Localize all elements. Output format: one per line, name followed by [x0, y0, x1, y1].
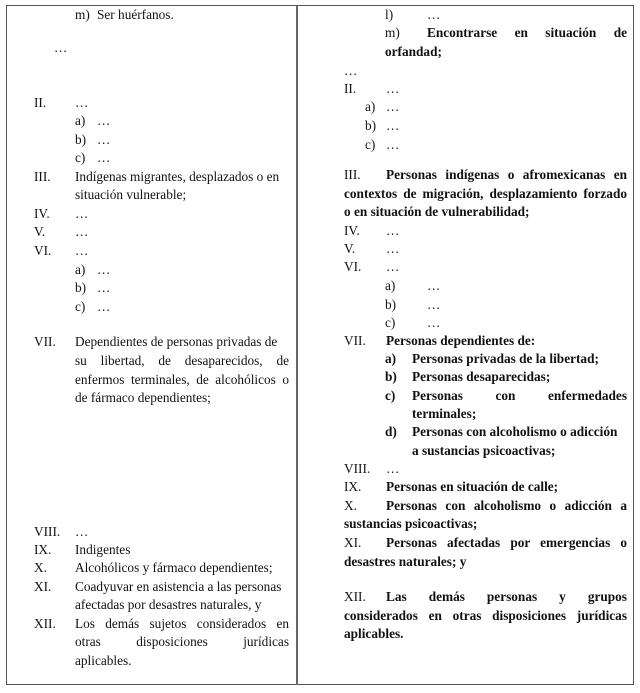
item-number: b) [385, 297, 397, 312]
item-text: … [427, 278, 441, 293]
item-number: V. [34, 224, 46, 239]
item-text: Dependientes de personas privadas de [75, 334, 278, 349]
item-text: Personas afectadas por emergencias o [386, 535, 627, 550]
item-text: Personas en situación de calle; [386, 479, 559, 494]
ellipsis: … [54, 40, 68, 55]
item-number: b) [75, 280, 87, 295]
item-number: c) [75, 299, 86, 314]
item-text: … [75, 206, 89, 221]
item-number: b) [75, 132, 87, 147]
item-number: m) [75, 7, 90, 22]
item-number: a) [365, 99, 376, 114]
ellipsis: … [344, 63, 358, 78]
item-text: … [75, 524, 89, 539]
item-text: Personas con enfermedades [412, 388, 627, 403]
item-text: … [97, 113, 111, 128]
item-number: b) [385, 369, 397, 384]
item-text: … [386, 137, 400, 152]
item-text: contextos de migración, desplazamiento forzado [344, 186, 627, 201]
item-text: … [427, 315, 441, 330]
item-text: … [97, 150, 111, 165]
item-number: VIII. [34, 524, 61, 539]
item-text: Indigentes [75, 542, 131, 557]
item-text: su libertad, de desaparecidos, de [75, 353, 289, 368]
item-number: VII. [34, 334, 56, 349]
item-number: VI. [34, 243, 52, 258]
item-number: b) [365, 118, 377, 133]
item-text: Personas desaparecidas; [412, 369, 551, 384]
item-number: X. [34, 560, 47, 575]
item-text: … [427, 297, 441, 312]
item-text: aplicables. [75, 653, 132, 668]
item-text: … [75, 224, 89, 239]
item-number: c) [75, 150, 86, 165]
item-number: m) [385, 25, 400, 40]
item-text: considerados en otras disposiciones jurídicas [344, 608, 627, 623]
item-text: sustancias psicoactivas; [344, 516, 478, 531]
item-text: Personas con alcoholismo o adicción [412, 424, 618, 439]
column-divider [296, 5, 298, 685]
item-number: II. [344, 81, 357, 96]
item-text: … [97, 299, 111, 314]
item-number: a) [385, 278, 396, 293]
item-number: III. [344, 167, 361, 182]
item-text: Los demás sujetos considerados en [75, 616, 289, 631]
item-text: Las demás personas y grupos [386, 589, 627, 604]
item-text: Personas privadas de la libertad; [412, 351, 599, 366]
item-number: c) [385, 388, 396, 403]
item-text: Indígenas migrantes, desplazados o en [75, 169, 280, 184]
item-text: … [386, 259, 400, 274]
item-text: … [386, 81, 400, 96]
item-text: … [97, 262, 111, 277]
item-number: l) [385, 7, 394, 22]
item-number: XII. [344, 589, 366, 604]
item-number: a) [75, 113, 86, 128]
item-text: terminales; [412, 406, 477, 421]
item-text: … [386, 118, 400, 133]
item-text: de fármaco dependientes; [75, 390, 211, 405]
item-number: IV. [34, 206, 50, 221]
item-text: situación vulnerable; [75, 187, 187, 202]
item-text: Encontrarse en situación de [427, 25, 627, 40]
item-text: … [97, 280, 111, 295]
item-text: … [386, 99, 400, 114]
item-number: V. [344, 241, 356, 256]
item-text: aplicables. [344, 626, 404, 641]
item-text: Alcohólicos y fármaco dependientes; [75, 560, 273, 575]
item-number: c) [385, 315, 396, 330]
item-text: enfermos terminales, de alcohólicos o [75, 372, 289, 387]
item-text: … [386, 461, 400, 476]
item-number: XI. [34, 579, 52, 594]
item-number: IX. [344, 479, 362, 494]
item-text: afectadas por desastres naturales, y [75, 597, 262, 612]
item-number: a) [75, 262, 86, 277]
item-number: XI. [344, 535, 362, 550]
item-text: Coadyuvar en asistencia a las personas [75, 579, 282, 594]
item-text: … [75, 243, 89, 258]
item-number: VI. [344, 259, 362, 274]
item-number: III. [34, 169, 51, 184]
item-text: … [75, 95, 89, 110]
item-text: otras disposiciones jurídicas [75, 634, 289, 649]
item-number: a) [385, 351, 397, 366]
item-number: X. [344, 498, 357, 513]
item-text: … [386, 241, 400, 256]
item-number: VII. [344, 333, 366, 348]
item-text: … [97, 132, 111, 147]
item-number: d) [385, 424, 397, 439]
item-text: orfandad; [385, 44, 442, 59]
item-text: … [427, 7, 441, 22]
item-text: … [386, 223, 400, 238]
item-number: VIII. [344, 461, 371, 476]
item-text: o en situación de vulnerabilidad; [344, 204, 530, 219]
item-number: IX. [34, 542, 52, 557]
item-number: II. [34, 95, 47, 110]
item-number: XII. [34, 616, 56, 631]
item-text: Personas con alcoholismo o adicción a [386, 498, 627, 513]
item-number: IV. [344, 223, 360, 238]
item-number: c) [365, 137, 376, 152]
item-text: a sustancias psicoactivas; [412, 443, 556, 458]
item-text: desastres naturales; y [344, 554, 467, 569]
item-text: Personas indígenas o afromexicanas en [386, 167, 627, 182]
item-text: Personas dependientes de: [386, 333, 536, 348]
item-text: Ser huérfanos. [97, 7, 174, 22]
